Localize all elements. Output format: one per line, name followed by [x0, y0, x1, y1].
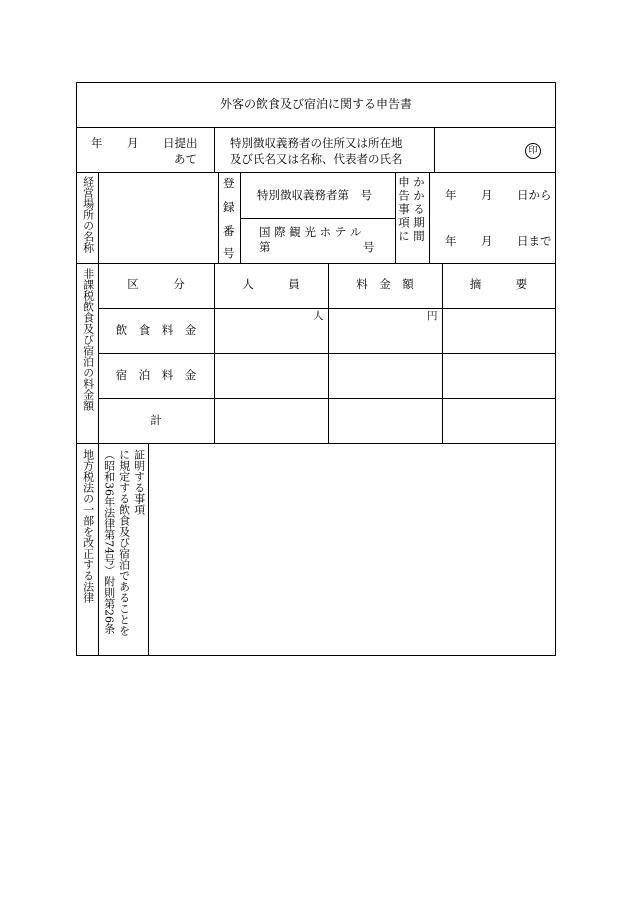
unit-amount: 円	[427, 310, 438, 322]
col-amount: 料 金 額	[356, 277, 414, 291]
period-label-col1: 申告事項に	[397, 176, 411, 244]
seal-mark: 印	[525, 143, 541, 159]
hotel-registration: 国 際 観 光 ホ テ ル	[259, 225, 362, 239]
rule-header-v1	[214, 127, 215, 173]
col-remarks: 摘 要	[469, 277, 528, 291]
law-label: 地方税法の一部を改正する法律	[81, 449, 95, 603]
header-addressee: あて	[174, 152, 197, 166]
reg-label-2: 録	[223, 200, 235, 214]
row-lodging-label: 宿 泊 料 金	[115, 368, 197, 382]
header-year: 年	[91, 136, 103, 150]
taxpayer-label-2: 及び氏名又は名称、代表者の氏名	[230, 152, 403, 166]
form-title: 外客の飲食及び宿泊に関する申告書	[219, 97, 412, 111]
col-category: 区 分	[127, 277, 185, 291]
law-detail-1: 証明する事項	[132, 449, 146, 515]
collector-number: 特別徴収義務者第 号	[257, 188, 372, 202]
unit-persons: 人	[313, 310, 324, 322]
hotel-number-suffix: 号	[363, 240, 375, 254]
rule-header-v2	[434, 127, 435, 173]
charges-side-label: 非課税飲食及び宿泊の料金額	[81, 268, 95, 411]
law-detail-2: に規定する飲食及び宿泊であることを	[117, 449, 131, 636]
rule-reg-v5	[429, 172, 430, 264]
period-to-month: 月	[481, 234, 493, 248]
rule-cert-v1	[98, 443, 99, 656]
period-from-year: 年	[445, 188, 457, 202]
col-persons: 人 員	[242, 277, 300, 291]
reg-label-3: 番	[223, 224, 235, 238]
reg-label-4: 号	[223, 246, 235, 260]
header-month: 月	[127, 136, 139, 150]
period-to-day: 日まで	[517, 234, 552, 248]
rule-charges-r1	[98, 353, 555, 354]
rule-registration	[77, 263, 555, 264]
rule-charges-r2	[98, 398, 555, 399]
reg-label-1: 登	[223, 176, 235, 190]
rule-charges-head	[98, 308, 555, 309]
rule-reg-mid	[240, 218, 395, 219]
declaration-form	[76, 82, 556, 656]
rule-reg-v1	[98, 172, 99, 264]
row-food-label: 飲 食 料 金	[115, 323, 197, 337]
rule-reg-v3	[240, 172, 241, 264]
rule-reg-v4	[395, 172, 396, 264]
header-day-submit: 日提出	[163, 136, 198, 150]
place-name-label: 経営場所の名称	[81, 176, 95, 253]
taxpayer-label-1: 特別徴収義務者の住所又は所在地	[230, 136, 403, 150]
hotel-number-prefix: 第	[259, 240, 271, 254]
rule-reg-v2	[218, 172, 219, 264]
period-from-month: 月	[481, 188, 493, 202]
law-detail-3: （昭和36年法律第74号）附則第26条	[102, 449, 116, 634]
rule-header	[77, 172, 555, 173]
rule-cert-v2	[148, 443, 149, 656]
period-label-col2: かかる期間	[412, 176, 426, 244]
row-total-label: 計	[150, 413, 162, 427]
period-from-day: 日から	[517, 188, 552, 202]
period-to-year: 年	[445, 234, 457, 248]
rule-title	[77, 127, 555, 128]
